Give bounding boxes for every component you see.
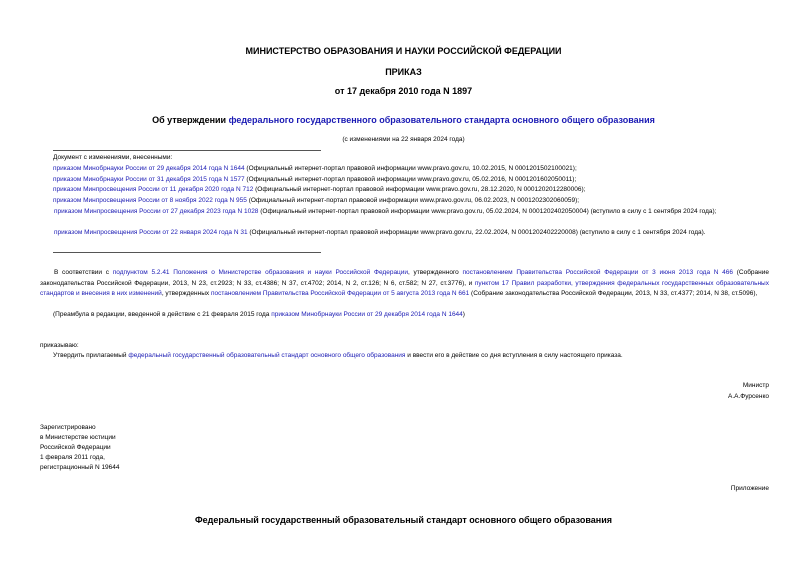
page-title — [0, 115, 807, 125]
change-link-1028[interactable]: приказом Минпросвещения России от 27 декабря 2023 года N 1028 — [54, 208, 259, 215]
preamble-paragraph: В соответствии с подпунктом 5.2.41 Положения о Министерстве образования и науки Российской Федерации, утвержденного постановлением Правительства Российской Федерации от 3 июня 2013 года N 466 (Собрание законодательства Российской Федерации, 2013, N 23, ст.2923; N 33, ст.4386; N 37, ст.4702; 2014, N 2, ст.126; N 6, ст.582; N 27, ст.3776), и пунктом 17 Правил разработки, утверждения федеральных государственных образовательных стандартов и внесения в них изменений, утвержденных постановлением Правительства Российской Федерации от 5 августа 2013 года N 661 (Собрание законодательства Российской Федерации, 2013, N 33, ст.4377; 2014, N 38, ст.5096), — [40, 269, 769, 297]
change-item — [53, 196, 769, 207]
doc-type-heading: ПРИКАЗ — [385, 67, 422, 77]
changes-top-divider — [53, 150, 321, 151]
order-word: приказываю: — [40, 342, 79, 349]
change-item — [53, 175, 769, 186]
fgos-approval-link[interactable]: федеральный государственный образовательный стандарт основного общего образования — [128, 352, 406, 359]
change-source: (Официальный интернет-портал правовой информации www.pravo.gov.ru, 10.02.2015, N 0001201502100021); — [244, 165, 577, 172]
change-item — [40, 207, 769, 218]
change-link-1644[interactable]: приказом Минобрнауки России от 29 декабря 2014 года N 1644 — [53, 165, 245, 172]
change-link-1577[interactable]: приказом Минобрнауки России от 31 декабря 2015 года N 1577 — [53, 176, 245, 183]
signature-name: А.А.Фурсенко — [727, 393, 769, 400]
registration-line: в Министерстве юстиции — [40, 434, 116, 441]
change-source: (Официальный интернет-портал правовой информации www.pravo.gov.ru, 05.02.2024, N 0001202402050004) (вступило в силу с 1 сентября 2024 года); — [258, 208, 717, 215]
change-source: (Официальный интернет-портал правовой информации www.pravo.gov.ru, 05.02.2016, N 0001201602050011); — [244, 176, 577, 183]
change-item — [53, 185, 769, 196]
signature-position: Министр — [742, 382, 769, 389]
order-date-number: от 17 декабря 2010 года N 1897 — [334, 86, 473, 96]
registration-line: Зарегистрировано — [40, 424, 96, 431]
fgos-title-link[interactable]: федерального государственного образовательного стандарта основного общего образования — [228, 115, 655, 125]
registration-line: регистрационный N 19644 — [40, 464, 120, 471]
change-item — [53, 164, 769, 175]
rules-clause-17-link[interactable]: пунктом 17 Правил разработки, утверждения федеральных государственных образовательных стандартов и внесения в них изменений — [40, 279, 769, 297]
regulation-clause-link[interactable]: подпунктом 5.2.41 Положения о Министерстве образования и науки Российской Федерации — [112, 269, 409, 276]
amended-note: (с изменениями на 22 января 2024 года) — [342, 136, 465, 143]
change-link-31[interactable]: приказом Минпросвещения России от 22 января 2024 года N 31 — [54, 229, 248, 236]
title-prefix: Об утверждении — [152, 115, 229, 125]
registration-line: Российской Федерации — [40, 444, 111, 451]
government-decree-661-link[interactable]: постановлением Правительства Российской Федерации от 5 августа 2013 года N 661 — [210, 290, 470, 297]
change-source: (Официальный интернет-портал правовой информации www.pravo.gov.ru, 28.12.2020, N 0001202012280006); — [253, 186, 586, 193]
appendix-title: Федеральный государственный образовательный стандарт основного общего образования — [194, 515, 612, 525]
change-link-955[interactable]: приказом Минпросвещения России от 8 ноября 2022 года N 955 — [53, 197, 247, 204]
change-source: (Официальный интернет-портал правовой информации www.pravo.gov.ru, 06.02.2023, N 0001202302060059); — [246, 197, 580, 204]
change-item — [40, 228, 769, 239]
ministry-heading: МИНИСТЕРСТВО ОБРАЗОВАНИЯ И НАУКИ РОССИЙСКОЙ ФЕДЕРАЦИИ — [245, 46, 562, 56]
change-link-712[interactable]: приказом Минпросвещения России от 11 декабря 2020 года N 712 — [53, 186, 254, 193]
preamble-edition-note: (Преамбула в редакции, введенной в действие с 21 февраля 2015 года приказом Минобрнауки России от 29 декабря 2014 года N 1644) — [53, 311, 465, 318]
changes-bottom-divider — [53, 252, 321, 253]
registration-line: 1 февраля 2011 года, — [40, 454, 105, 461]
appendix-label: Приложение — [730, 485, 769, 492]
change-source: (Официальный интернет-портал правовой информации www.pravo.gov.ru, 22.02.2024, N 0001202402220008) (вступило в силу с 1 сентября 2024 года). — [247, 229, 706, 236]
order-1644-link[interactable]: приказом Минобрнауки России от 29 декабря 2014 года N 1644 — [271, 311, 463, 318]
approval-paragraph: Утвердить прилагаемый федеральный государственный образовательный стандарт основного общего образования и ввести его в действие со дня вступления в силу настоящего приказа. — [53, 352, 623, 359]
changes-intro: Документ с изменениями, внесенными: — [53, 154, 173, 161]
government-decree-466-link[interactable]: постановлением Правительства Российской Федерации от 3 июня 2013 года N 466 — [462, 269, 734, 276]
